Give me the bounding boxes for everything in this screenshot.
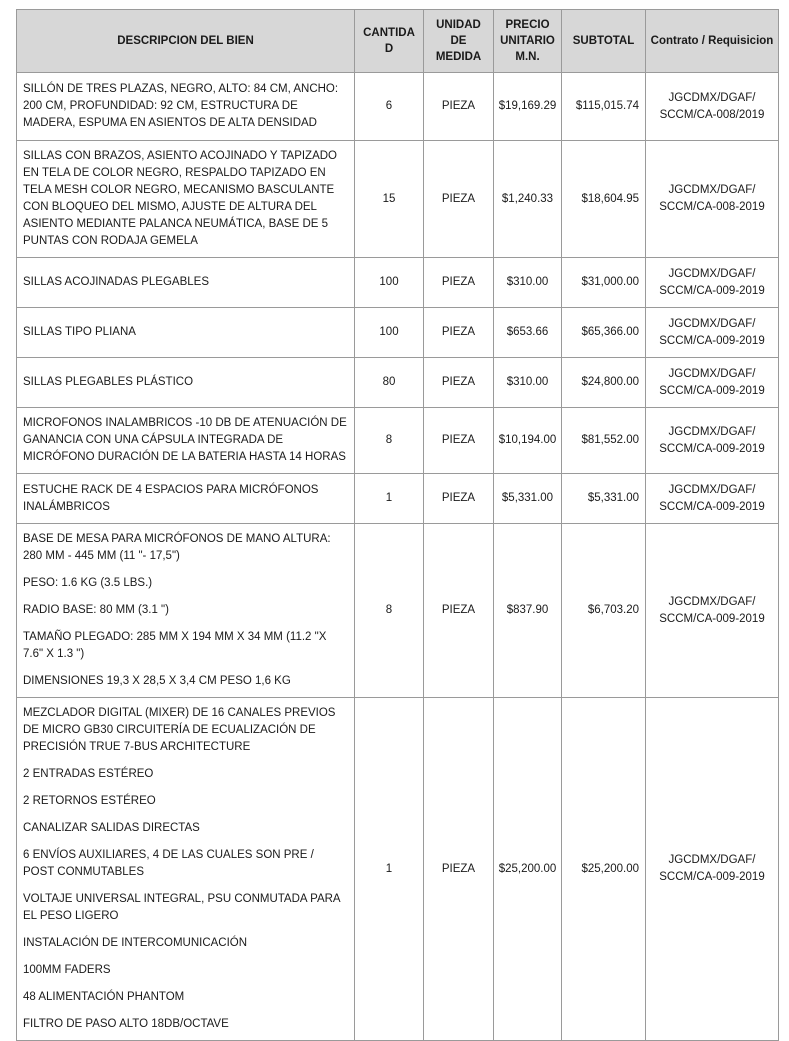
header-description: DESCRIPCION DEL BIEN (17, 10, 355, 73)
cell-contract: JGCDMX/DGAF/ SCCM/CA-009-2019 (646, 258, 779, 308)
cell-description (17, 524, 355, 698)
cell-unit: PIEZA (424, 474, 494, 524)
cell-subtotal: $18,604.95 (562, 141, 646, 258)
description-paragraph: ESTUCHE RACK DE 4 ESPACIOS PARA MICRÓFONOS INALÁMBRICOS (23, 483, 319, 513)
cell-contract: JGCDMX/DGAF/ SCCM/CA-009-2019 (646, 698, 779, 1041)
cell-unit: PIEZA (424, 73, 494, 141)
cell-contract: JGCDMX/DGAF/ SCCM/CA-009-2019 (646, 408, 779, 474)
cell-unit-price: $1,240.33 (494, 141, 562, 258)
cell-subtotal: $31,000.00 (562, 258, 646, 308)
cell-quantity: 15 (355, 141, 424, 258)
description-paragraph: FILTRO DE PASO ALTO 18DB/OCTAVE (23, 1018, 229, 1030)
table-row (17, 698, 779, 1041)
cell-unit: PIEZA (424, 408, 494, 474)
description-paragraph: RADIO BASE: 80 MM (3.1 ") (23, 604, 169, 616)
table-row (17, 474, 779, 524)
table-row (17, 73, 779, 141)
cell-unit: PIEZA (424, 141, 494, 258)
cell-quantity: 100 (355, 258, 424, 308)
table-row (17, 141, 779, 258)
description-paragraph: 2 RETORNOS ESTÉREO (23, 795, 156, 807)
cell-description (17, 408, 355, 474)
table-row (17, 308, 779, 358)
description-paragraph: CANALIZAR SALIDAS DIRECTAS (23, 822, 200, 834)
description-paragraph: 100MM FADERS (23, 964, 111, 976)
header-contract: Contrato / Requisicion (646, 10, 779, 73)
cell-unit-price: $19,169.29 (494, 73, 562, 141)
description-paragraph: PESO: 1.6 KG (3.5 LBS.) (23, 577, 153, 589)
cell-unit: PIEZA (424, 524, 494, 698)
description-paragraph: SILLAS PLEGABLES PLÁSTICO (23, 376, 194, 388)
cell-quantity: 80 (355, 358, 424, 408)
cell-subtotal: $5,331.00 (562, 474, 646, 524)
cell-subtotal: $65,366.00 (562, 308, 646, 358)
cell-unit-price: $310.00 (494, 258, 562, 308)
header-unit-price: PRECIO UNITARIO M.N. (494, 10, 562, 73)
cell-description (17, 73, 355, 141)
cell-description (17, 141, 355, 258)
description-paragraph: SILLÓN DE TRES PLAZAS, NEGRO, ALTO: 84 CM, ANCHO: 200 CM, PROFUNDIDAD: 92 CM, ESTRUCTURA DE MADERA, ESPUMA EN ASIENTOS DE ALTA DENSIDAD (23, 83, 339, 129)
description-paragraph: 48 ALIMENTACIÓN PHANTOM (23, 991, 185, 1003)
cell-description (17, 474, 355, 524)
cell-unit-price: $837.90 (494, 524, 562, 698)
cell-subtotal: $81,552.00 (562, 408, 646, 474)
description-paragraph: BASE DE MESA PARA MICRÓFONOS DE MANO ALTURA: 280 MM - 445 MM (11 "- 17,5") (23, 533, 331, 562)
table-row (17, 258, 779, 308)
cell-quantity: 1 (355, 474, 424, 524)
description-paragraph: DIMENSIONES 19,3 X 28,5 X 3,4 CM PESO 1,6 KG (23, 675, 291, 687)
description-paragraph: 2 ENTRADAS ESTÉREO (23, 768, 154, 780)
description-paragraph: SILLAS ACOJINADAS PLEGABLES (23, 276, 209, 288)
cell-unit-price: $10,194.00 (494, 408, 562, 474)
description-paragraph: VOLTAJE UNIVERSAL INTEGRAL, PSU CONMUTADA PARA EL PESO LIGERO (23, 893, 340, 922)
cell-unit-price: $5,331.00 (494, 474, 562, 524)
cell-quantity: 1 (355, 698, 424, 1041)
cell-unit: PIEZA (424, 258, 494, 308)
cell-quantity: 8 (355, 524, 424, 698)
cell-contract: JGCDMX/DGAF/ SCCM/CA-009-2019 (646, 358, 779, 408)
cell-quantity: 8 (355, 408, 424, 474)
cell-quantity: 100 (355, 308, 424, 358)
description-paragraph: SILLAS CON BRAZOS, ASIENTO ACOJINADO Y TAPIZADO EN TELA DE COLOR NEGRO, RESPALDO TAPIZADO EN TELA MESH COLOR NEGRO, MECANISMO BASCULANTE CON BLOQUEO DEL MISMO, AJUSTE DE ALTURA DEL ASIENTO MEDIANTE PALANCA NEUMÁTICA, BASE DE 5 PUNTAS CON RODAJA GEMELA (23, 150, 337, 247)
cell-subtotal: $115,015.74 (562, 73, 646, 141)
description-paragraph: 6 ENVÍOS AUXILIARES, 4 DE LAS CUALES SON PRE / POST CONMUTABLES (23, 849, 314, 878)
cell-contract: JGCDMX/DGAF/ SCCM/CA-008/2019 (646, 73, 779, 141)
cell-unit-price: $310.00 (494, 358, 562, 408)
cell-description (17, 358, 355, 408)
table-row (17, 408, 779, 474)
cell-contract: JGCDMX/DGAF/ SCCM/CA-009-2019 (646, 524, 779, 698)
cell-unit: PIEZA (424, 698, 494, 1041)
description-paragraph: TAMAÑO PLEGADO: 285 MM X 194 MM X 34 MM (11.2 "X 7.6" X 1.3 ") (23, 631, 327, 660)
header-subtotal: SUBTOTAL (562, 10, 646, 73)
header-unit: UNIDAD DE MEDIDA (424, 10, 494, 73)
cell-subtotal: $24,800.00 (562, 358, 646, 408)
description-paragraph: MICROFONOS INALAMBRICOS -10 DB DE ATENUACIÓN DE GANANCIA CON UNA CÁPSULA INTEGRADA DE MICRÓFONO DURACIÓN DE LA BATERIA HASTA 14 HORAS (23, 417, 347, 463)
goods-table (16, 9, 779, 1041)
description-paragraph: INSTALACIÓN DE INTERCOMUNICACIÓN (23, 937, 248, 949)
cell-contract: JGCDMX/DGAF/ SCCM/CA-009-2019 (646, 308, 779, 358)
cell-subtotal: $25,200.00 (562, 698, 646, 1041)
cell-unit-price: $653.66 (494, 308, 562, 358)
description-paragraph: SILLAS TIPO PLIANA (23, 326, 136, 338)
cell-subtotal: $6,703.20 (562, 524, 646, 698)
cell-unit: PIEZA (424, 308, 494, 358)
table-row (17, 524, 779, 698)
cell-description (17, 308, 355, 358)
cell-unit: PIEZA (424, 358, 494, 408)
header-quantity: CANTIDA D (355, 10, 424, 73)
cell-contract: JGCDMX/DGAF/ SCCM/CA-009-2019 (646, 474, 779, 524)
header-row (17, 10, 779, 73)
cell-quantity: 6 (355, 73, 424, 141)
cell-contract: JGCDMX/DGAF/ SCCM/CA-008-2019 (646, 141, 779, 258)
description-paragraph: MEZCLADOR DIGITAL (MIXER) DE 16 CANALES PREVIOS DE MICRO GB30 CIRCUITERÍA DE ECUALIZACIÓN DE PRECISIÓN TRUE 7-BUS ARCHITECTURE (23, 707, 336, 753)
cell-description (17, 698, 355, 1041)
cell-unit-price: $25,200.00 (494, 698, 562, 1041)
cell-description (17, 258, 355, 308)
table-row (17, 358, 779, 408)
